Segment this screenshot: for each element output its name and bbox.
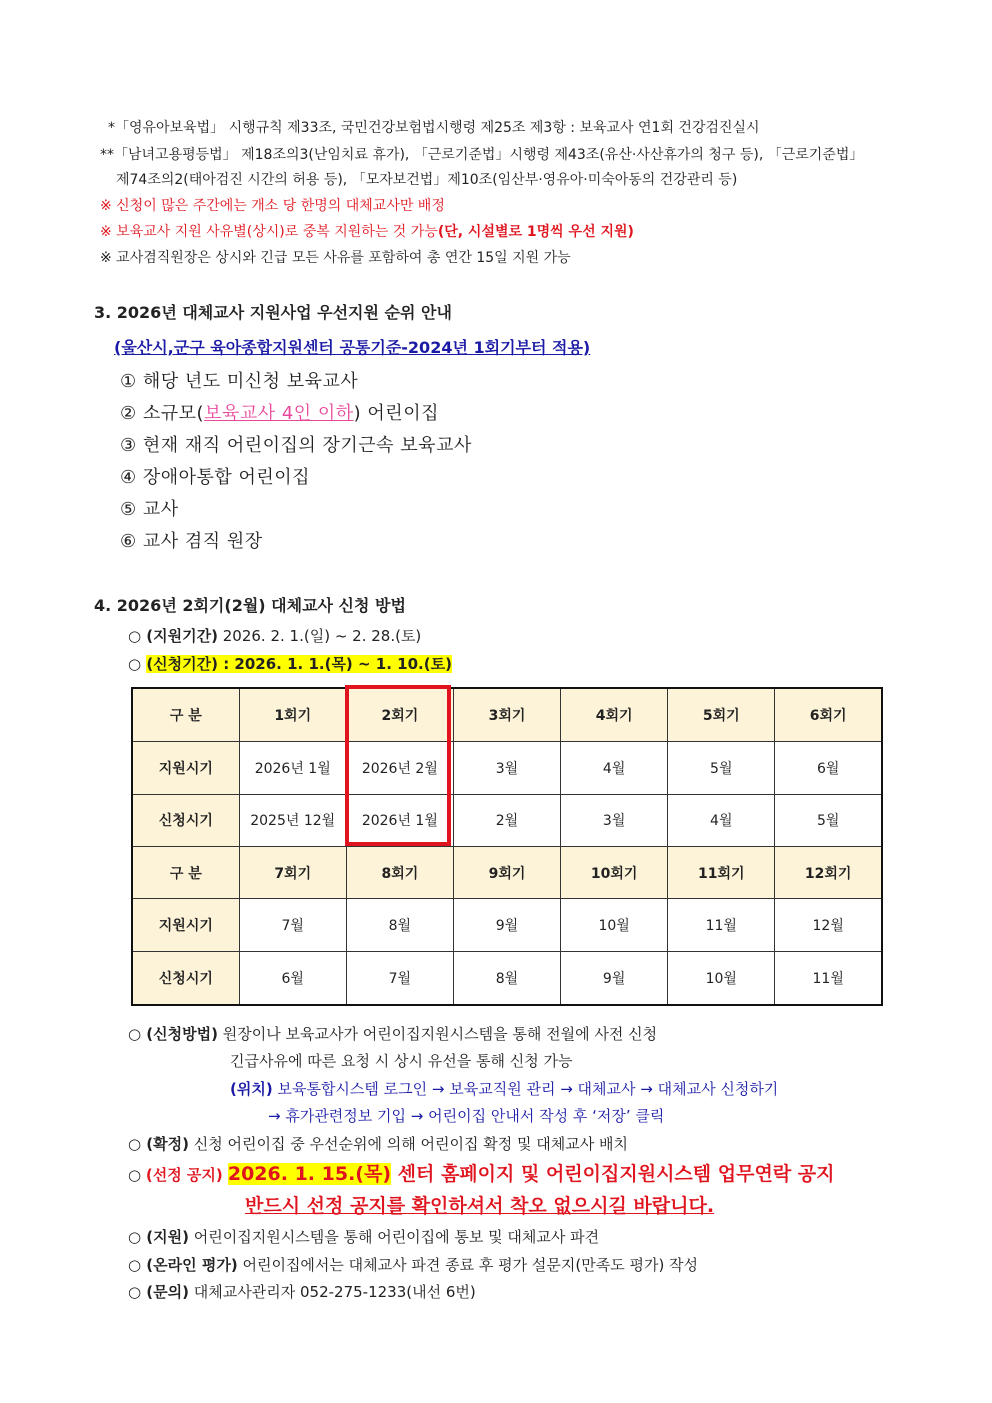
priority-item-5: ⑤ 교사 [120,499,179,520]
note-duplicate-text: ※ 보육교사 지원 사유별(상시)로 중복 지원하는 것 가능 [100,224,438,240]
table-cell: 10회기 [561,846,668,898]
apply-period-value: (신청기간) : 2026. 1. 1.(목) ~ 1. 10.(토) [146,655,452,673]
table-cell: 7월 [346,951,453,1005]
table-cell: 12회기 [775,846,882,898]
table-cell: 5월 [775,794,882,846]
section4-title: 4. 2026년 2회기(2월) 대체교사 신청 방법 [94,596,406,615]
note-regulation-3: 제74조의2(태아검진 시간의 허용 등), 「모자보건법」제10조(임산부·영유아·미숙아동의 건강관리 등) [116,172,738,188]
table-cell: 2026년 1월 [239,742,346,794]
note-duplicate-emphasis: (단, 시설별로 1명씩 우선 지원) [437,224,634,240]
location-line-1 [230,1078,778,1099]
section3-title: 3. 2026년 대체교사 지원사업 우선지원 순위 안내 [94,303,452,322]
confirm-text: 신청 어린이집 중 우선순위에 의해 어린이집 확정 및 대체교사 배치 [189,1135,628,1153]
contact-text: 대체교사관리자 052-275-1233(내선 6번) [189,1283,476,1301]
table-cell: 9회기 [453,846,560,898]
support-text: 어린이집지원시스템을 통해 어린이집에 통보 및 대체교사 파견 [189,1228,600,1246]
table-row-label: 지원시기 [132,899,239,951]
priority-item-4: ④ 장애아통합 어린이집 [120,467,311,488]
table-row [132,742,882,794]
table-row-label: 신청시기 [132,794,239,846]
table-cell: 11월 [775,951,882,1005]
priority-item-3: ③ 현재 재직 어린이집의 장기근속 보육교사 [120,435,472,456]
online-eval-label: ○ (온라인 평가) [128,1256,238,1274]
support-line [128,1226,599,1247]
table-cell: 8월 [346,899,453,951]
table-header-row [132,688,882,742]
table-cell: 2회기 [346,688,453,742]
table-cell: 10월 [668,951,775,1005]
table-row [132,899,882,951]
method-line-1 [128,1023,657,1044]
table-cell: 2026년 1월 [346,794,453,846]
schedule-table [131,687,883,1006]
table-cell: 4월 [561,742,668,794]
table-cell: 8회기 [346,846,453,898]
table-cell: 6회기 [775,688,882,742]
support-period [128,625,421,646]
notice-text: 센터 홈페이지 및 어린이집지원시스템 업무연락 공지 [391,1163,835,1185]
table-cell: 10월 [561,899,668,951]
table-cell: 5월 [668,742,775,794]
notice-label: (선정 공지) [145,1166,223,1184]
table-header-row [132,846,882,898]
note-regulation-1: *「영유아보육법」 시행규칙 제33조, 국민건강보험법시행령 제25조 제3항 : 보육교사 연1회 건강검진실시 [108,120,760,136]
notice-bullet: ○ [128,1166,146,1184]
apply-period [128,653,452,674]
table-row [132,951,882,1005]
table-cell: 7월 [239,899,346,951]
support-period-value: 2026. 2. 1.(일) ~ 2. 28.(토) [217,627,422,645]
apply-period-bullet: ○ [128,655,147,673]
contact-label: ○ (문의) [128,1283,190,1301]
note-director-limit: ※ 교사겸직원장은 상시와 긴급 모든 사유를 포함하여 총 연간 15일 지원 가능 [100,250,571,266]
priority-item-2 [120,399,439,425]
priority-item-2-highlight: 보육교사 4인 이하 [204,403,354,424]
section3-subtitle: (울산시,군구 육아종합지원센터 공통기준-2024년 1회기부터 적용) [114,338,591,357]
table-cell: 7회기 [239,846,346,898]
location-text-1: 보육통합시스템 로그인 → 보육교직원 관리 → 대체교사 → 대체교사 신청하기 [272,1080,779,1098]
table-cell: 구 분 [132,688,239,742]
table-row-label: 신청시기 [132,951,239,1005]
table-cell: 11회기 [668,846,775,898]
priority-item-1: ① 해당 년도 미신청 보육교사 [120,371,359,392]
table-cell: 8월 [453,951,560,1005]
online-eval-line [128,1254,698,1275]
table-cell: 6월 [239,951,346,1005]
table-cell: 3월 [453,742,560,794]
priority-item-2-pre: ② 소규모( [120,403,205,424]
confirm-label: ○ (확정) [128,1135,190,1153]
priority-item-2-post: ) 어린이집 [353,403,439,424]
table-cell: 2025년 12월 [239,794,346,846]
table-cell: 1회기 [239,688,346,742]
table-cell: 2026년 2월 [346,742,453,794]
table-cell: 구 분 [132,846,239,898]
online-eval-text: 어린이집에서는 대체교사 파견 종료 후 평가 설문지(만족도 평가) 작성 [237,1256,699,1274]
notice-line [128,1159,835,1186]
table-row-label: 지원시기 [132,742,239,794]
table-cell: 3월 [561,794,668,846]
method-label: ○ (신청방법) [128,1025,218,1043]
note-regulation-2: **「남녀고용평등법」 제18조의3(난임치료 휴가), 「근로기준법」시행령 제43조(유산·사산휴가의 청구 등), 「근로기준법」 [100,147,864,163]
priority-item-6: ⑥ 교사 겸직 원장 [120,531,263,552]
table-cell: 9월 [453,899,560,951]
table-cell: 4월 [668,794,775,846]
note-duplicate-support [100,221,634,241]
table-cell: 5회기 [668,688,775,742]
table-cell: 9월 [561,951,668,1005]
support-label: ○ (지원) [128,1228,190,1246]
method-text-1: 원장이나 보육교사가 어린이집지원시스템을 통해 전월에 사전 신청 [217,1025,658,1043]
confirm-line [128,1133,628,1154]
notice-warning: 반드시 선정 공지를 확인하셔서 착오 없으시길 바랍니다. [245,1195,715,1217]
table-row [132,794,882,846]
contact-line [128,1281,476,1302]
support-period-label: ○ (지원기간) [128,627,218,645]
table-cell: 6월 [775,742,882,794]
table-cell: 11월 [668,899,775,951]
notice-date: 2026. 1. 15.(목) [227,1163,392,1185]
table-cell: 2월 [453,794,560,846]
table-cell: 4회기 [561,688,668,742]
table-cell: 12월 [775,899,882,951]
note-busy-week: ※ 신청이 많은 주간에는 개소 당 한명의 대체교사만 배정 [100,198,445,214]
location-label: (위치) [230,1080,273,1098]
location-line-2: → 휴가관련정보 기입 → 어린이집 안내서 작성 후 ‘저장’ 클릭 [268,1107,665,1125]
method-line-2: 긴급사유에 따른 요청 시 상시 유선을 통해 신청 가능 [230,1052,573,1070]
table-cell: 3회기 [453,688,560,742]
